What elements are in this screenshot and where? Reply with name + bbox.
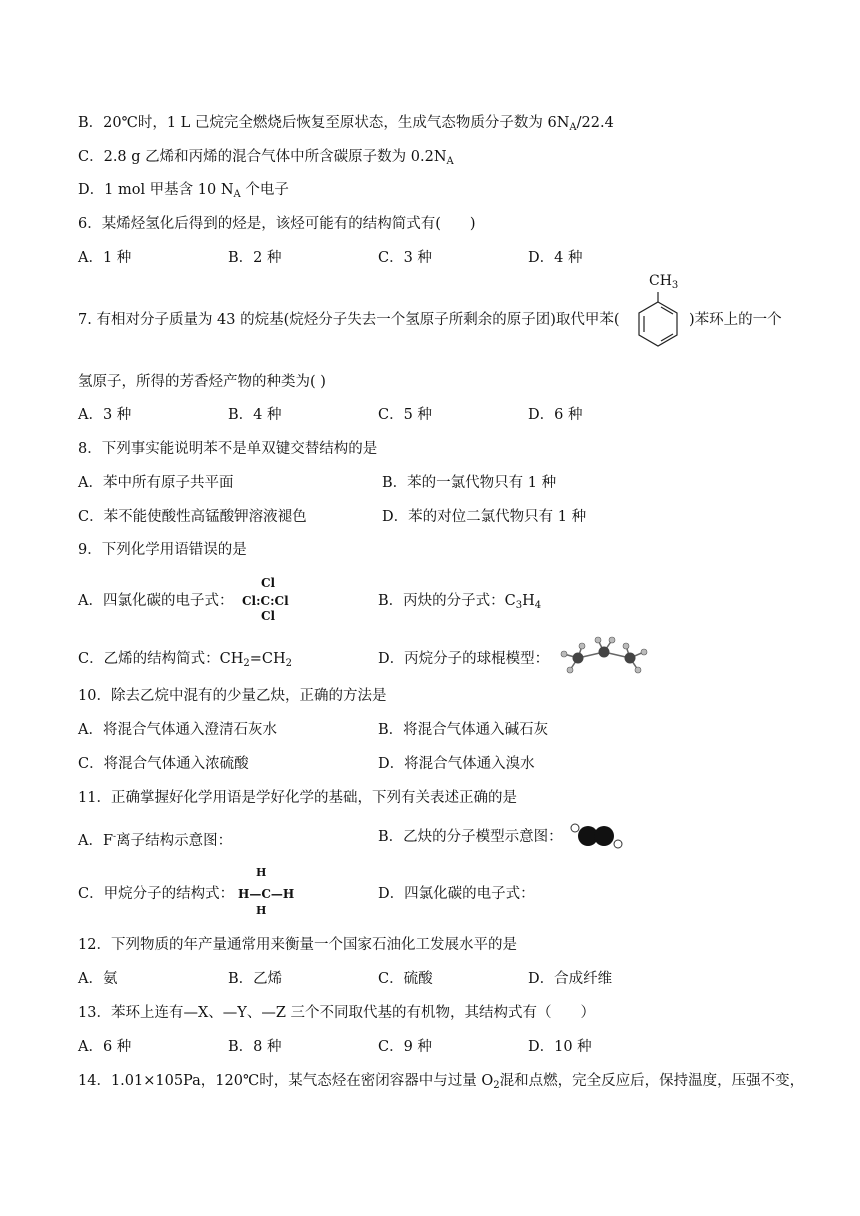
q7-option-c: C．5 种 — [378, 407, 432, 423]
q13-option-c: C．9 种 — [378, 1039, 432, 1055]
q7-option-b: B．4 种 — [228, 407, 282, 423]
q12-option-b: B．乙烯 — [228, 971, 283, 987]
q11-option-c: C．甲烷分子的结构式： — [78, 886, 235, 902]
q5-option-d: D．1 mol 甲基含 10 $N_A$ 个电子 — [78, 182, 289, 200]
q6-stem: 6．某烯烃氢化后得到的烃是，该烃可能有的结构简式有( ) — [78, 216, 476, 232]
q10-option-c: C．将混合气体通入浓硫酸 — [78, 756, 249, 772]
ccl4-middle-row: Cl:C:Cl — [242, 594, 289, 608]
q5-option-b: B．20℃时，1 L 己烷完全燃烧后恢复至原状态，生成气态物质分子数为 $6N_A/22.4$ — [78, 115, 614, 133]
ch4-bottom-h: H — [256, 904, 267, 917]
q12-option-a: A．氨 — [78, 971, 118, 987]
q8-option-d: D．苯的对位二氯代物只有 1 种 — [382, 509, 587, 525]
q8-option-a: A．苯中所有原子共平面 — [78, 475, 234, 491]
acetylene-space-filling-model — [568, 822, 626, 852]
q10-stem: 10．除去乙烷中混有的少量乙炔，正确的方法是 — [78, 688, 387, 704]
q9-option-b: B．丙炔的分子式：$C_3H_4$ — [378, 593, 542, 611]
q7-stem-part1: 7. 有相对分子质量为 43 的烷基(烷烃分子失去一个氢原子所剩余的原子团)取代甲苯( — [78, 312, 620, 328]
q7-option-a: A．3 种 — [78, 407, 132, 423]
q9-option-a: A．四氯化碳的电子式： — [78, 593, 234, 609]
q9-option-d: D．丙烷分子的球棍模型： — [378, 651, 550, 667]
q10-option-b: B．将混合气体通入碱石灰 — [378, 722, 549, 738]
q11-option-d: D．四氯化碳的电子式： — [378, 886, 535, 902]
ch4-top-h: H — [256, 866, 267, 879]
q5-option-c: C．2.8 g 乙烯和丙烯的混合气体中所含碳原子数为 $0.2N_A$ — [78, 149, 454, 167]
q7-stem-part3: 氢原子，所得的芳香烃产物的种类为( ) — [78, 374, 326, 390]
ch4-middle-row: H—C—H — [238, 887, 295, 901]
q8-option-c: C．苯不能使酸性高锰酸钾溶液褪色 — [78, 509, 307, 525]
q13-option-d: D．10 种 — [528, 1039, 592, 1055]
q12-option-d: D．合成纤维 — [528, 971, 613, 987]
toluene-structure — [630, 292, 686, 358]
q11-option-b: B．乙炔的分子模型示意图： — [378, 829, 563, 845]
q6-option-b: B．2 种 — [228, 250, 282, 266]
q11-option-a: A．F-离子结构示意图： — [78, 832, 233, 849]
ccl4-bottom-cl: Cl — [261, 609, 276, 623]
propane-ball-stick-model — [558, 636, 650, 678]
q8-option-b: B．苯的一氯代物只有 1 种 — [382, 475, 557, 491]
q8-stem: 8．下列事实能说明苯不是单双键交替结构的是 — [78, 441, 378, 457]
q9-option-c: C．乙烯的结构简式：$CH_2=CH_2$ — [78, 651, 292, 669]
q12-stem: 12．下列物质的年产量通常用来衡量一个国家石油化工发展水平的是 — [78, 937, 517, 953]
toluene-ch3-label: $CH_3$ — [649, 273, 679, 291]
q13-option-b: B．8 种 — [228, 1039, 282, 1055]
q12-option-c: C．硫酸 — [378, 971, 433, 987]
q7-option-d: D．6 种 — [528, 407, 583, 423]
q6-option-c: C．3 种 — [378, 250, 432, 266]
q13-stem: 13．苯环上连有—X、—Y、—Z 三个不同取代基的有机物，其结构式有（ ） — [78, 1005, 596, 1021]
q13-option-a: A．6 种 — [78, 1039, 132, 1055]
q7-stem-part2: )苯环上的一个 — [689, 312, 782, 328]
q9-stem: 9．下列化学用语错误的是 — [78, 542, 247, 558]
ccl4-top-cl: Cl — [261, 576, 276, 590]
q6-option-a: A．1 种 — [78, 250, 132, 266]
q11-stem: 11．正确掌握好化学用语是学好化学的基础，下列有关表述正确的是 — [78, 790, 517, 806]
q10-option-d: D．将混合气体通入溴水 — [378, 756, 535, 772]
q6-option-d: D．4 种 — [528, 250, 583, 266]
q10-option-a: A．将混合气体通入澄清石灰水 — [78, 722, 277, 738]
q14-stem: 14．1.01×105Pa，120℃时，某气态烃在密闭容器中与过量 $O_2$混和点燃，完全反应后，保持温度，压强不变， — [78, 1073, 805, 1091]
